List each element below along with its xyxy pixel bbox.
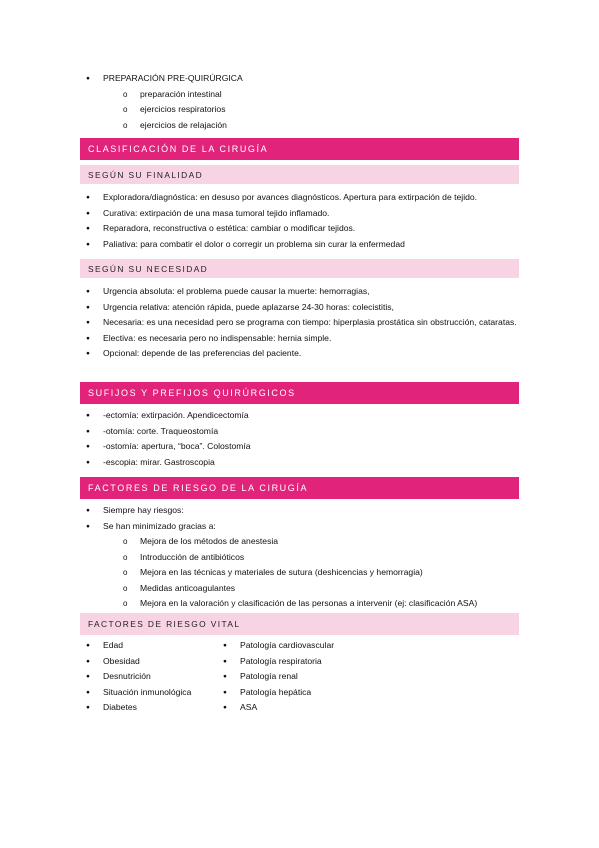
vital-item: ● Diabetes xyxy=(80,700,217,716)
vital-item: ● Patología renal xyxy=(217,669,354,685)
necesidad-item: ● Necesaria: es una necesidad pero se programa con tiempo: hiperplasia prostática sin obstrucción, cataratas. xyxy=(80,315,520,331)
factores-section xyxy=(0,477,599,612)
vital-section xyxy=(0,613,599,716)
prep-title: ● PREPARACIÓN PRE-QUIRÚRGICA xyxy=(80,71,599,87)
vital-item: ● Patología cardiovascular xyxy=(217,638,354,654)
finalidad-item: ● Exploradora/diagnóstica: en desuso por avances diagnósticos. Apertura para extirpación de tejido. xyxy=(80,190,599,206)
sufijos-section xyxy=(0,382,599,470)
clasificacion-section xyxy=(0,138,599,160)
factores-subitem: o Medidas anticoagulantes xyxy=(80,581,599,597)
vital-item: ● ASA xyxy=(217,700,354,716)
vital-col-1 xyxy=(80,638,217,716)
vital-item: ● Desnutrición xyxy=(80,669,217,685)
clasificacion-heading: CLASIFICACIÓN DE LA CIRUGÍA xyxy=(80,138,519,160)
vital-item: ● Obesidad xyxy=(80,654,217,670)
necesidad-item: ● Urgencia relativa: atención rápida, puede aplazarse 24-30 horas: colecistitis, xyxy=(80,300,520,316)
finalidad-heading: SEGÚN SU FINALIDAD xyxy=(80,165,519,184)
sufijos-heading: SUFIJOS Y PREFIJOS QUIRÚRGICOS xyxy=(80,382,519,404)
finalidad-item: ● Reparadora, reconstructiva o estética: cambiar o modificar tejidos. xyxy=(80,221,599,237)
sufijo-item: ● -escopia: mirar. Gastroscopia xyxy=(80,455,599,471)
necesidad-item: ● Opcional: depende de las preferencias del paciente. xyxy=(80,346,520,362)
factores-subitem: o Introducción de antibióticos xyxy=(80,550,599,566)
necesidad-section xyxy=(0,259,599,362)
sufijo-item: ● -ectomía: extirpación. Apendicectomía xyxy=(80,408,599,424)
sufijo-item: ● -otomía: corte. Traqueostomía xyxy=(80,424,599,440)
factores-subitem: o Mejora en las técnicas y materiales de sutura (deshicencias y hemorragia) xyxy=(80,565,599,581)
finalidad-section xyxy=(0,165,599,252)
necesidad-item: ● Electiva: es necesaria pero no indispensable: hernia simple. xyxy=(80,331,520,347)
vital-item: ● Situación inmunológica xyxy=(80,685,217,701)
vital-item: ● Patología hepática xyxy=(217,685,354,701)
vital-col-2 xyxy=(217,638,354,716)
sufijo-item: ● -ostomía: apertura, “boca”. Colostomía xyxy=(80,439,599,455)
vital-heading: FACTORES DE RIESGO VITAL xyxy=(80,613,519,635)
factores-heading: FACTORES DE RIESGO DE LA CIRUGÍA xyxy=(80,477,519,499)
prep-section xyxy=(0,71,599,133)
prep-item: o ejercicios respiratorios xyxy=(80,102,599,118)
factores-item: ● Siempre hay riesgos: xyxy=(80,503,599,519)
vital-item: ● Patología respiratoria xyxy=(217,654,354,670)
finalidad-item: ● Paliativa: para combatir el dolor o corregir un problema sin curar la enfermedad xyxy=(80,237,599,253)
factores-subitem: o Mejora de los métodos de anestesia xyxy=(80,534,599,550)
finalidad-item: ● Curativa: extirpación de una masa tumoral tejido inflamado. xyxy=(80,206,599,222)
prep-item: o ejercicios de relajación xyxy=(80,118,599,134)
factores-subitem: o Mejora en la valoración y clasificación de las personas a intervenir (ej: clasificación ASA) xyxy=(80,596,599,612)
necesidad-item: ● Urgencia absoluta: el problema puede causar la muerte: hemorragias, xyxy=(80,284,520,300)
necesidad-heading: SEGÚN SU NECESIDAD xyxy=(80,259,519,278)
factores-item: ● Se han minimizado gracias a: xyxy=(80,519,599,535)
vital-item: ● Edad xyxy=(80,638,217,654)
prep-item: o preparación intestinal xyxy=(80,87,599,103)
